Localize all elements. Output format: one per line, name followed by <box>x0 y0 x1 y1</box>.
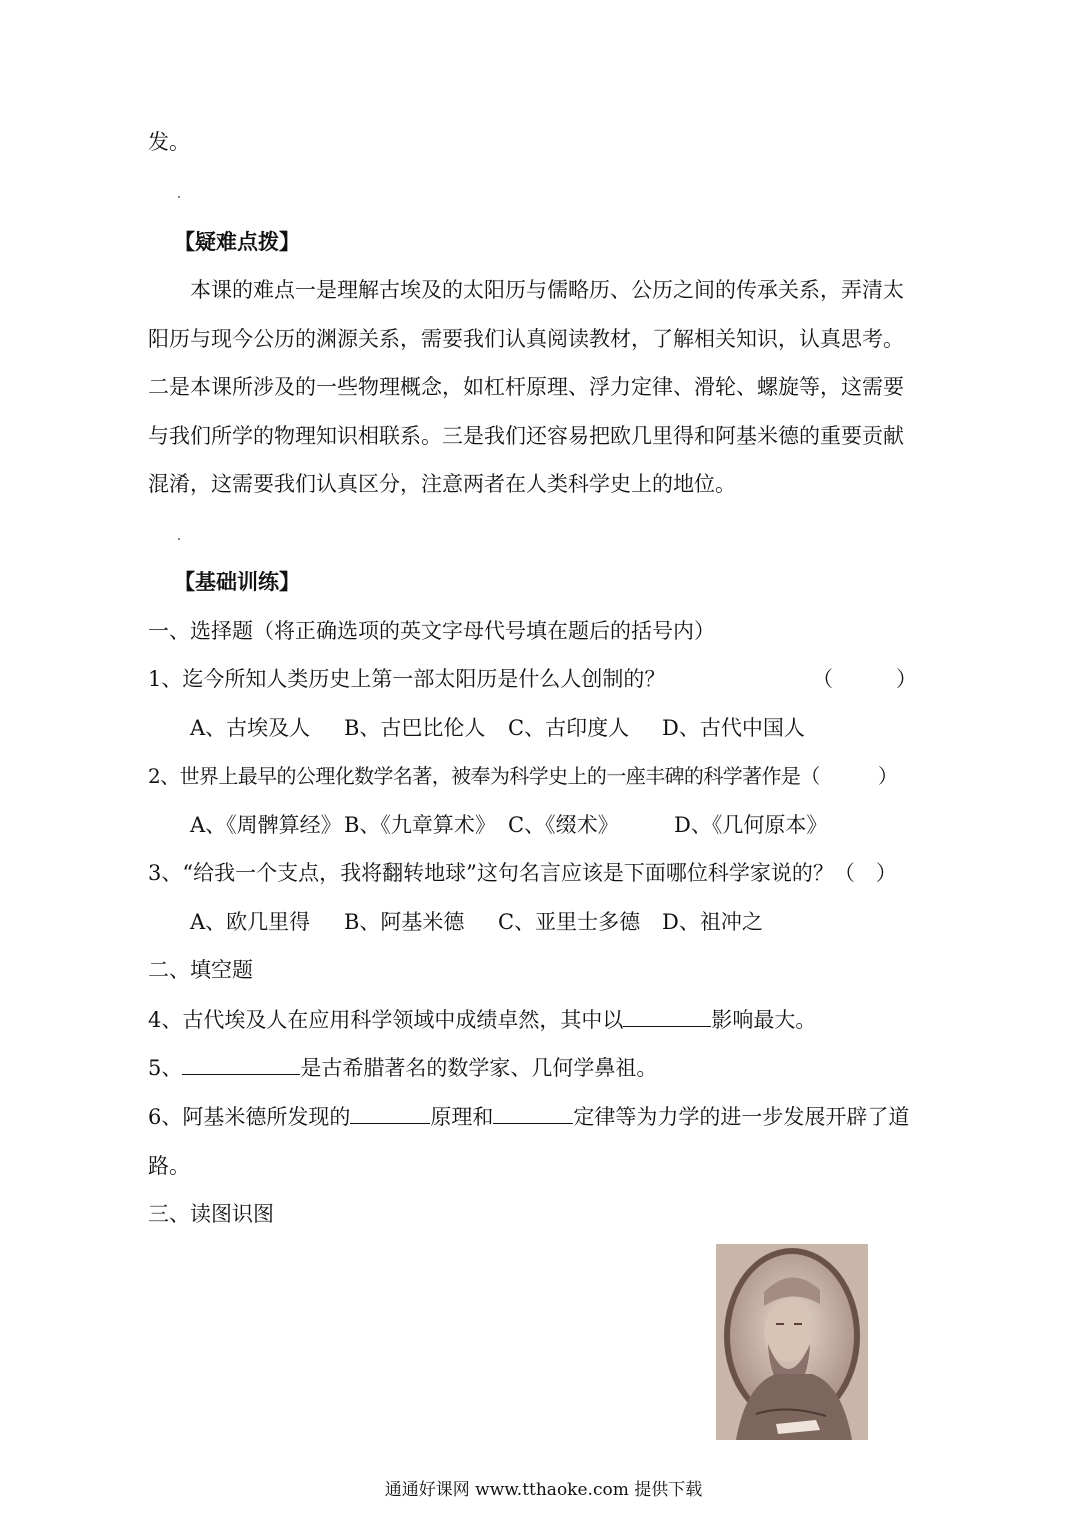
paragraph-line: 混淆，这需要我们认真区分，注意两者在人类科学史上的地位。 <box>148 472 736 496</box>
decorative-dot <box>178 196 180 198</box>
answer-bracket[interactable]: （ ） <box>812 667 917 691</box>
section-title-difficulties: 【疑难点拨】 <box>174 229 300 254</box>
option-b: B、阿基米德 <box>344 910 465 934</box>
portrait-image <box>716 1244 868 1440</box>
question-2: 2、世界上最早的公理化数学名著，被奉为科学史上的一座丰碑的科学著作是（ ） <box>148 764 898 788</box>
question-4-text: 4、古代埃及人在应用科学领域中成绩卓然，其中以 <box>148 1008 624 1032</box>
option-c: C、亚里士多德 <box>498 910 641 934</box>
option-d: D、古代中国人 <box>662 716 805 740</box>
footer-note: 通通好课网 www.tthaoke.com 提供下载 <box>384 1480 703 1500</box>
question-6-continuation: 路。 <box>148 1154 190 1178</box>
paragraph-line: 与我们所学的物理知识相联系。三是我们还容易把欧几里得和阿基米德的重要贡献 <box>148 424 904 448</box>
fill-blank[interactable] <box>623 1006 711 1027</box>
option-c: C、古印度人 <box>508 716 630 740</box>
part1-title: 一、选择题（将正确选项的英文字母代号填在题后的括号内） <box>148 619 715 643</box>
option-a: A、古埃及人 <box>190 716 311 740</box>
fill-blank[interactable] <box>182 1054 300 1075</box>
fill-blank[interactable] <box>493 1103 573 1124</box>
decorative-dot <box>178 538 180 540</box>
question-1: 1、迄今所知人类历史上第一部太阳历是什么人创制的？ <box>148 667 666 691</box>
section-title-training: 【基础训练】 <box>174 569 300 594</box>
question-5-text: 是古希腊著名的数学家、几何学鼻祖。 <box>300 1056 658 1080</box>
question-3: 3、“给我一个支点，我将翻转地球”这句名言应该是下面哪位科学家说的？（ ） <box>148 861 897 885</box>
question-6 <box>148 1103 909 1131</box>
option-c: C、《缀术》 <box>508 813 619 837</box>
paragraph-line: 阳历与现今公历的渊源关系，需要我们认真阅读教材，了解相关知识，认真思考。 <box>148 327 904 351</box>
part2-title: 二、填空题 <box>148 958 253 982</box>
fill-blank[interactable] <box>350 1103 430 1124</box>
paragraph-line: 本课的难点一是理解古埃及的太阳历与儒略历、公历之间的传承关系，弄清太 <box>190 278 904 302</box>
question-5-number: 5、 <box>148 1056 183 1080</box>
option-b: B、《九章算术》 <box>344 813 496 837</box>
question-6-text-middle: 原理和 <box>430 1105 494 1129</box>
question-6-text-end: 定律等为力学的进一步发展开辟了道 <box>573 1105 910 1129</box>
paragraph-line: 二是本课所涉及的一些物理概念，如杠杆原理、浮力定律、滑轮、螺旋等，这需要 <box>148 375 904 399</box>
option-a: A、欧几里得 <box>190 910 311 934</box>
continued-text: 发。 <box>148 130 190 154</box>
option-d: D、《几何原本》 <box>674 813 828 837</box>
question-4 <box>148 1006 816 1034</box>
question-4-text-end: 影响最大。 <box>711 1008 817 1032</box>
question-6-text: 6、阿基米德所发现的 <box>148 1105 351 1129</box>
option-b: B、古巴比伦人 <box>344 716 486 740</box>
option-d: D、祖冲之 <box>662 910 763 934</box>
question-5 <box>148 1054 657 1082</box>
option-a: A、《周髀算经》 <box>190 813 342 837</box>
part3-title: 三、读图识图 <box>148 1202 274 1226</box>
